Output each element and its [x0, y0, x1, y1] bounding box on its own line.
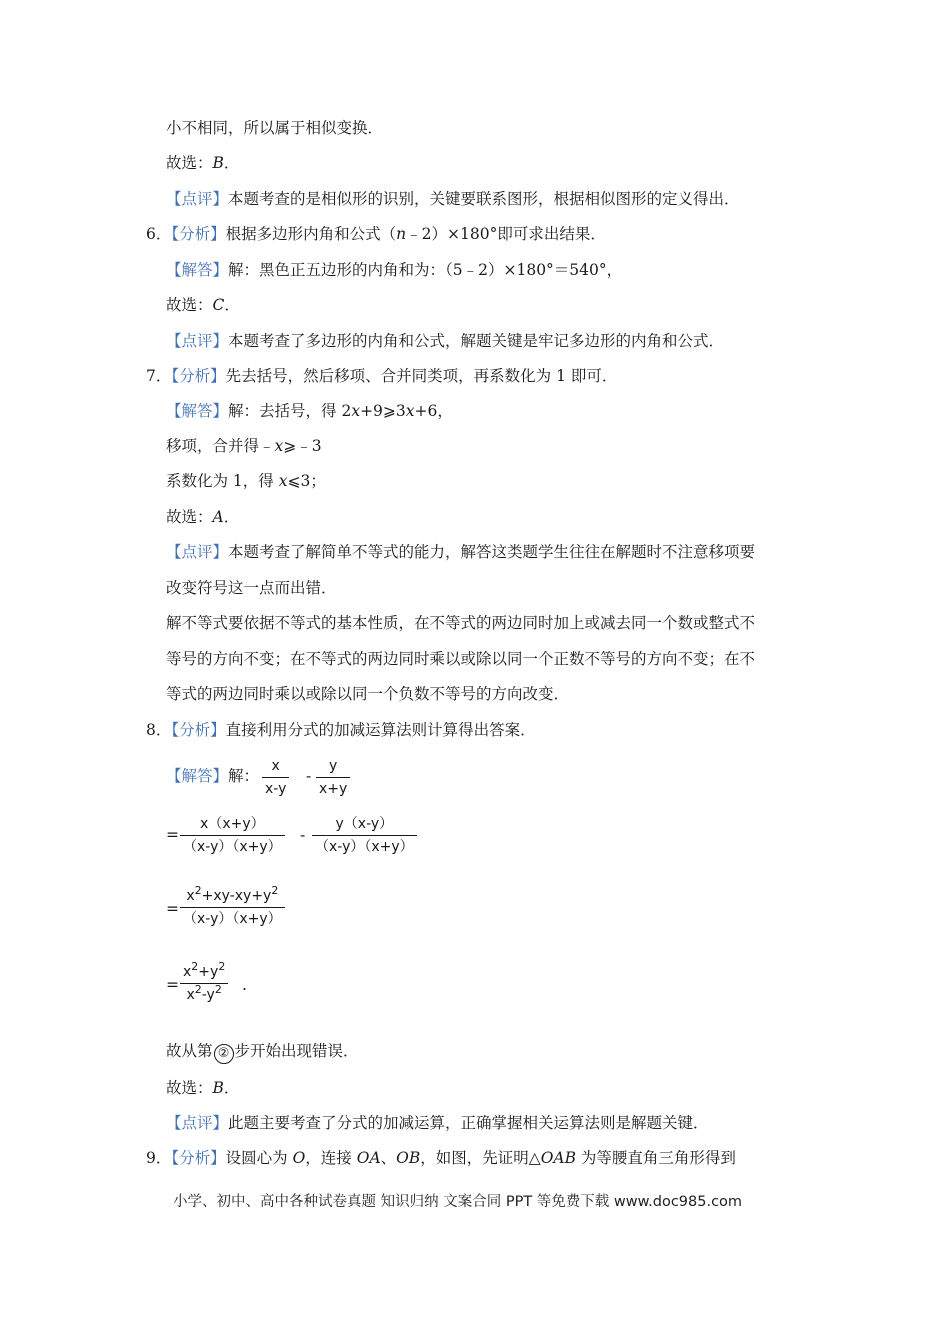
conclusion-line [166, 1040, 359, 1064]
numerator: $x^2+xy-xy+y^2$ [186, 884, 279, 904]
analysis-tag: 【分析】 [171, 721, 226, 739]
text: ，如图，先证明△ [420, 1149, 541, 1167]
fraction-step-1a [180, 814, 285, 857]
answer-letter: B [212, 1079, 224, 1097]
question-number: 6． [146, 225, 172, 243]
text: ． [224, 296, 240, 314]
fraction-y-over-x-plus-y [316, 756, 350, 799]
comment-tag: 【点评】 [166, 543, 229, 561]
text: 故从第 [166, 1042, 213, 1060]
answer-line [166, 294, 240, 316]
text: ⩽3； [287, 472, 326, 490]
text-line [166, 612, 755, 634]
text: 解： [228, 767, 260, 785]
question-number: 7． [146, 367, 172, 385]
text: 根据多边形内角和公式（ [225, 225, 397, 243]
text: 解：去括号，得 2 [228, 402, 352, 420]
text: 、 [380, 1149, 397, 1167]
text: +6， [414, 402, 453, 420]
comment-tag: 【点评】 [166, 1114, 229, 1132]
text: 设圆心为 [225, 1149, 293, 1167]
fraction-step-2 [180, 886, 285, 929]
text: +9⩾3 [360, 402, 406, 420]
text: 移项，合并得﹣ [166, 437, 275, 455]
text-line [166, 648, 755, 670]
numerator: $x^2+y^2$ [183, 960, 226, 980]
fraction-x-over-x-minus-y [262, 756, 289, 799]
period: . [242, 976, 247, 994]
text: 为等腰直角三角形得到 [575, 1149, 736, 1167]
denominator: （x-y）（x+y） [315, 839, 414, 855]
solution-tag: 【解答】 [166, 402, 229, 420]
math-var: OAB [540, 1149, 576, 1167]
text: 故选： [166, 154, 213, 172]
answer-letter: A [212, 508, 224, 526]
comment-line [166, 188, 740, 210]
denominator: （x-y）（x+y） [183, 911, 282, 927]
text: 改变符号这一点而出错． [166, 579, 337, 597]
comment-tag: 【点评】 [166, 332, 229, 350]
text: ﹣2）×180°即可求出结果． [406, 225, 606, 243]
comment-tag: 【点评】 [166, 190, 229, 208]
text: 解：黑色正五边形的内角和为：（5﹣2）×180°＝540°， [228, 261, 623, 279]
math-var: x [278, 472, 288, 490]
denominator: x-y [265, 781, 287, 797]
text: 此题主要考查了分式的加减运算，正确掌握相关运算法则是解题关键． [228, 1114, 709, 1132]
question-number: 9． [146, 1149, 172, 1167]
fraction-result [180, 962, 228, 1005]
text: 故选： [166, 508, 213, 526]
text: 本题考查了解简单不等式的能力，解答这类题学生往往在解题时不注意移项要 [228, 543, 756, 561]
text-line [166, 577, 337, 599]
math-var: n [396, 225, 407, 243]
text: 本题考查的是相似形的识别，关键要联系图形，根据相似图形的定义得出． [228, 190, 740, 208]
answer-letter: B [212, 154, 224, 172]
numerator: y（x-y） [335, 816, 394, 832]
text: 小不相同，所以属于相似变换． [166, 119, 384, 137]
equals-sign: = [166, 976, 179, 994]
question-8-solution [166, 765, 259, 787]
text: 故选： [166, 1079, 213, 1097]
question-number: 8． [146, 721, 172, 739]
denominator: x+y [319, 781, 348, 797]
text: ，连接 [305, 1149, 357, 1167]
answer-letter: C [212, 296, 225, 314]
analysis-tag: 【分析】 [171, 225, 226, 243]
text-line [166, 117, 383, 139]
text: 等式的两边同时乘以或除以同一个负数不等号的方向改变． [166, 685, 570, 703]
analysis-tag: 【分析】 [171, 1149, 226, 1167]
page-footer: 小学、初中、高中各种试卷真题 知识归纳 文案合同 PPT 等免费下载 www.doc985.com [173, 1194, 743, 1210]
text: 故选： [166, 296, 213, 314]
equals-sign: = [166, 826, 179, 844]
question-6-analysis [146, 223, 606, 245]
math-var: x [274, 437, 284, 455]
question-6-solution [166, 259, 622, 281]
text-line [166, 435, 322, 457]
text-line [166, 470, 326, 492]
answer-line [166, 1077, 239, 1099]
text: ． [223, 508, 240, 526]
question-7-analysis [146, 365, 617, 387]
answer-line [166, 152, 239, 174]
text: 系数化为 1，得 [166, 472, 279, 490]
text: 等号的方向不变；在不等式的两边同时乘以或除以同一个正数不等号的方向不变；在不 [166, 650, 756, 668]
question-9-analysis [146, 1147, 736, 1169]
circled-number: ② [214, 1044, 234, 1064]
text: ． [223, 1079, 240, 1097]
question-7-solution [166, 400, 453, 422]
math-var: x [351, 402, 361, 420]
question-8-analysis [146, 719, 536, 741]
denominator: （x-y）（x+y） [183, 839, 282, 855]
text: 步开始出现错误． [234, 1042, 359, 1060]
text-line [166, 683, 569, 705]
text: ⩾﹣3 [283, 437, 322, 455]
analysis-tag: 【分析】 [171, 367, 226, 385]
math-var: OB [396, 1149, 421, 1167]
denominator: $x^2-y^2$ [186, 983, 222, 1003]
numerator: x（x+y） [200, 816, 265, 832]
text: 解不等式要依据不等式的基本性质，在不等式的两边同时加上或减去同一个数或整式不 [166, 614, 756, 632]
text: ． [223, 154, 240, 172]
numerator: x [271, 758, 280, 774]
comment-line [166, 330, 724, 352]
text: 先去括号，然后移项、合并同类项，再系数化为 1 即可． [225, 367, 618, 385]
solution-tag: 【解答】 [166, 261, 229, 279]
solution-tag: 【解答】 [166, 767, 229, 785]
comment-line [166, 541, 755, 563]
answer-line [166, 506, 239, 528]
math-var: OA [356, 1149, 381, 1167]
fraction-step-1b [312, 814, 417, 857]
equals-sign: = [166, 900, 179, 918]
text: 本题考查了多边形的内角和公式，解题关键是牢记多边形的内角和公式． [228, 332, 725, 350]
minus-sign: - [306, 767, 312, 785]
math-var: x [405, 402, 415, 420]
minus-sign: - [300, 826, 306, 844]
comment-line [166, 1112, 709, 1134]
text: 直接利用分式的加减运算法则计算得出答案． [225, 721, 536, 739]
numerator: y [329, 758, 338, 774]
math-var: O [292, 1149, 306, 1167]
